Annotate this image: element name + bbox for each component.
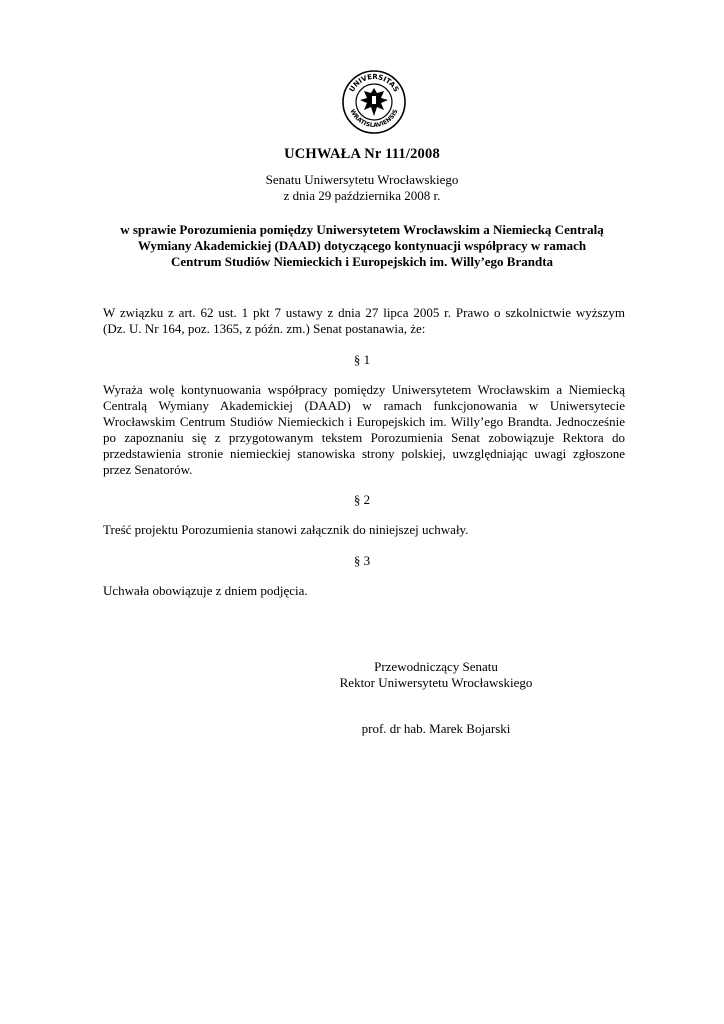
subject-line: Wymiany Akademickiej (DAAD) dotyczącego kontynuacji współpracy w ramach bbox=[137, 238, 587, 253]
paragraph-line: Centralą Wymiany Akademickiej (DAAD) w ramach funkcjonowania w Uniwersytecie bbox=[103, 398, 625, 413]
section-mark-2: § 2 bbox=[353, 492, 371, 507]
svg-text:WRATISLAVIENSIS: WRATISLAVIENSIS bbox=[348, 108, 400, 130]
university-seal-logo bbox=[342, 70, 406, 134]
resolution-subject bbox=[0, 222, 724, 270]
signature-block bbox=[300, 659, 572, 691]
signature-role: Rektor Uniwersytetu Wrocławskiego bbox=[339, 675, 533, 690]
paragraph-line: po zapoznaniu się z przygotowanym tekstem Porozumienia Senat zobowiązuje Rektora do bbox=[103, 430, 625, 445]
paragraph-line: Wyraża wolę kontynuowania współpracy pomiędzy Uniwersytetem Wrocławskim a Niemiecką bbox=[103, 382, 625, 397]
paragraph-line: W związku z art. 62 ust. 1 pkt 7 ustawy z dnia 27 lipca 2005 r. Prawo o szkolnictwie wyższym bbox=[103, 305, 625, 320]
signatory-name: prof. dr hab. Marek Bojarski bbox=[361, 721, 511, 736]
paragraph-line: Uchwała obowiązuje z dniem podjęcia. bbox=[103, 583, 308, 598]
date-line: z dnia 29 października 2008 r. bbox=[283, 188, 441, 203]
section-3-paragraph bbox=[103, 583, 625, 599]
signature-role: Przewodniczący Senatu bbox=[374, 659, 498, 674]
paragraph-line: Treść projektu Porozumienia stanowi załącznik do niniejszej uchwały. bbox=[103, 522, 469, 537]
resolution-title: UCHWAŁA Nr 111/2008 bbox=[284, 146, 440, 162]
section-mark-3: § 3 bbox=[353, 553, 371, 568]
paragraph-line: Wrocławskim Centrum Studiów Niemieckich i Europejskich im. Willy’ego Brandta. Jednocześnie bbox=[103, 414, 625, 429]
paragraph-line: (Dz. U. Nr 164, poz. 1365, z późn. zm.) Senat postanawia, że: bbox=[103, 321, 426, 336]
preamble-paragraph bbox=[103, 305, 625, 337]
section-2-paragraph bbox=[103, 522, 625, 538]
svg-text:UNIVERSITAS: UNIVERSITAS bbox=[347, 72, 401, 94]
section-1-paragraph bbox=[103, 382, 625, 478]
paragraph-line: przedstawienia stronie niemieckiej stanowiska strony polskiej, uwzględniając uwagi zgłoszone bbox=[103, 446, 625, 461]
subject-line: Centrum Studiów Niemieckich i Europejskich im. Willy’ego Brandta bbox=[170, 254, 554, 269]
issuer-line: Senatu Uniwersytetu Wrocławskiego bbox=[265, 172, 459, 187]
paragraph-line: przez Senatorów. bbox=[103, 462, 193, 477]
subject-line: w sprawie Porozumienia pomiędzy Uniwersytetem Wrocławskim a Niemiecką Centralą bbox=[120, 222, 604, 237]
section-mark-1: § 1 bbox=[353, 352, 371, 367]
